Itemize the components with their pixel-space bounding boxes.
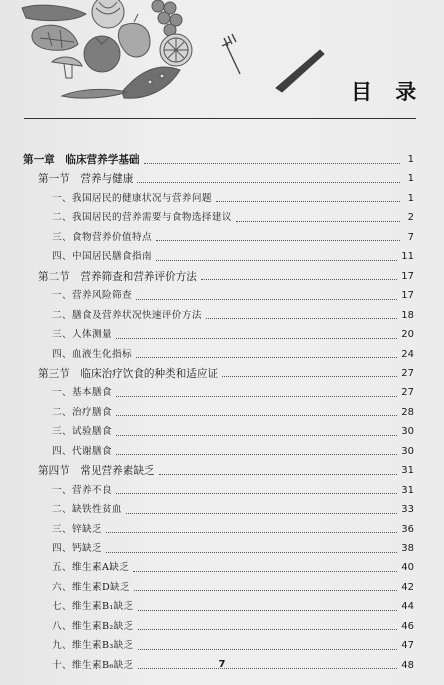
toc-entry-page: 17 xyxy=(401,290,414,302)
dot-leader xyxy=(134,589,397,591)
toc-entry-page: 18 xyxy=(401,309,414,321)
dot-leader xyxy=(159,473,398,475)
toc-entry-label: 一、我国居民的健康状况与营养问题 xyxy=(52,192,212,204)
toc-item-row xyxy=(52,404,414,422)
dot-leader xyxy=(222,375,397,377)
toc-entry-label: 九、维生素B₃缺乏 xyxy=(52,640,134,652)
dot-leader xyxy=(126,512,397,514)
toc-entry-label: 第一节 营养与健康 xyxy=(38,173,134,186)
toc-entry-page: 33 xyxy=(401,504,414,516)
toc-item-row xyxy=(52,618,414,636)
toc-entry-page: 48 xyxy=(401,659,414,671)
toc-entry-page: 27 xyxy=(401,387,414,399)
toc-entry-label: 第三节 临床治疗饮食的种类和适应证 xyxy=(38,367,219,380)
toc-entry-label: 八、维生素B₂缺乏 xyxy=(52,620,134,632)
toc-entry-label: 七、维生素B₁缺乏 xyxy=(52,601,134,613)
dot-leader xyxy=(156,239,400,241)
toc-entry-label: 二、膳食及营养状况快速评价方法 xyxy=(52,309,202,321)
toc-entry-page: 46 xyxy=(401,620,414,632)
toc-entry-label: 一、基本膳食 xyxy=(52,387,112,399)
toc-item-row xyxy=(52,579,414,597)
toc-section-row xyxy=(38,170,414,188)
dot-leader xyxy=(136,356,397,358)
toc-entry-label: 第四节 常见营养素缺乏 xyxy=(38,465,155,478)
toc-item-row xyxy=(52,209,414,227)
dot-leader xyxy=(144,162,400,164)
toc-entry-label: 一、营养风险筛查 xyxy=(52,290,132,302)
dot-leader xyxy=(106,531,397,533)
toc-item-row xyxy=(52,521,414,539)
toc-entry-label: 第一章 临床营养学基础 xyxy=(23,154,140,166)
toc-entry-label: 四、代谢膳食 xyxy=(52,445,112,457)
toc-item-row xyxy=(52,229,414,247)
toc-entry-label: 三、锌缺乏 xyxy=(52,523,102,535)
toc-item-row xyxy=(52,346,414,364)
toc-item-row xyxy=(52,598,414,616)
toc-item-row xyxy=(52,423,414,441)
toc-chapter-row xyxy=(23,151,414,169)
toc-entry-page: 40 xyxy=(401,562,414,574)
toc-entry-page: 38 xyxy=(401,543,414,554)
dot-leader xyxy=(133,570,397,572)
toc-entry-page: 42 xyxy=(401,581,414,593)
toc-entry-page: 31 xyxy=(401,484,414,496)
toc-item-row xyxy=(52,482,414,500)
toc-entry-label: 三、食物营养价值特点 xyxy=(52,231,152,243)
toc-entry-label: 五、维生素A缺乏 xyxy=(52,562,130,574)
toc-section-row xyxy=(38,365,414,383)
toc-entry-page: 17 xyxy=(401,270,414,282)
dot-leader xyxy=(216,200,400,202)
toc-entry-page: 30 xyxy=(401,426,414,438)
toc-section-row xyxy=(38,268,414,286)
toc-entry-page: 7 xyxy=(407,231,414,243)
dot-leader xyxy=(116,414,397,416)
toc-entry-page: 28 xyxy=(401,406,414,418)
toc-entry-page: 47 xyxy=(401,640,414,652)
toc-entry-page: 20 xyxy=(401,329,414,341)
toc-item-row xyxy=(52,326,414,344)
dot-leader xyxy=(156,259,397,261)
toc-entry-label: 十、维生素B₆缺乏 xyxy=(52,659,134,671)
toc-entry-page: 44 xyxy=(401,601,414,613)
toc-entry-label: 二、缺铁性贫血 xyxy=(52,504,122,516)
toc-item-row xyxy=(52,540,414,558)
toc-item-row xyxy=(52,637,414,655)
dot-leader xyxy=(116,492,397,494)
toc-item-row xyxy=(52,190,414,208)
toc-section-row xyxy=(38,462,414,480)
toc-entry-page: 2 xyxy=(407,212,414,224)
toc-entry-page: 27 xyxy=(401,367,414,379)
page-number: 7 xyxy=(218,659,226,670)
dot-leader xyxy=(116,337,397,339)
dot-leader xyxy=(106,551,397,553)
toc-entry-label: 四、钙缺乏 xyxy=(52,543,102,554)
toc-entry-label: 六、维生素D缺乏 xyxy=(52,581,131,593)
toc-entry-page: 24 xyxy=(401,348,414,360)
toc-entry-label: 二、我国居民的营养需要与食物选择建议 xyxy=(52,212,232,224)
dot-leader xyxy=(201,278,397,280)
toc-entry-page: 36 xyxy=(401,523,414,535)
dot-leader xyxy=(116,395,397,397)
toc-entry-label: 四、中国居民膳食指南 xyxy=(52,251,152,263)
dot-leader xyxy=(138,648,398,650)
dot-leader xyxy=(116,453,397,455)
toc-entry-label: 第二节 营养筛查和营养评价方法 xyxy=(38,270,197,283)
dot-leader xyxy=(206,317,397,319)
toc-item-row xyxy=(52,287,414,305)
toc-entry-label: 四、血液生化指标 xyxy=(52,348,132,360)
toc-entry-label: 二、治疗膳食 xyxy=(52,406,112,418)
toc-entry-label: 一、营养不良 xyxy=(52,484,112,496)
toc-item-row xyxy=(52,248,414,266)
toc-item-row xyxy=(52,384,414,402)
toc-entry-page: 1 xyxy=(407,173,414,185)
toc-entry-page: 1 xyxy=(407,192,414,204)
dot-leader xyxy=(116,434,397,436)
dot-leader xyxy=(138,628,398,630)
toc-item-row xyxy=(52,443,414,461)
toc-item-row xyxy=(52,307,414,325)
dot-leader xyxy=(138,609,398,611)
toc-entry-page: 11 xyxy=(401,251,414,263)
toc-entry-page: 1 xyxy=(407,154,414,165)
toc-entry-label: 三、人体测量 xyxy=(52,329,112,341)
toc-entry-page: 31 xyxy=(401,465,414,477)
dot-leader xyxy=(136,298,397,300)
dot-leader xyxy=(236,220,400,222)
toc-item-row xyxy=(52,501,414,519)
toc-entry-label: 三、试验膳食 xyxy=(52,426,112,438)
page-title: 目 录 xyxy=(351,80,425,104)
dot-leader xyxy=(137,181,400,183)
toc-entry-page: 30 xyxy=(401,445,414,457)
toc-item-row xyxy=(52,559,414,577)
